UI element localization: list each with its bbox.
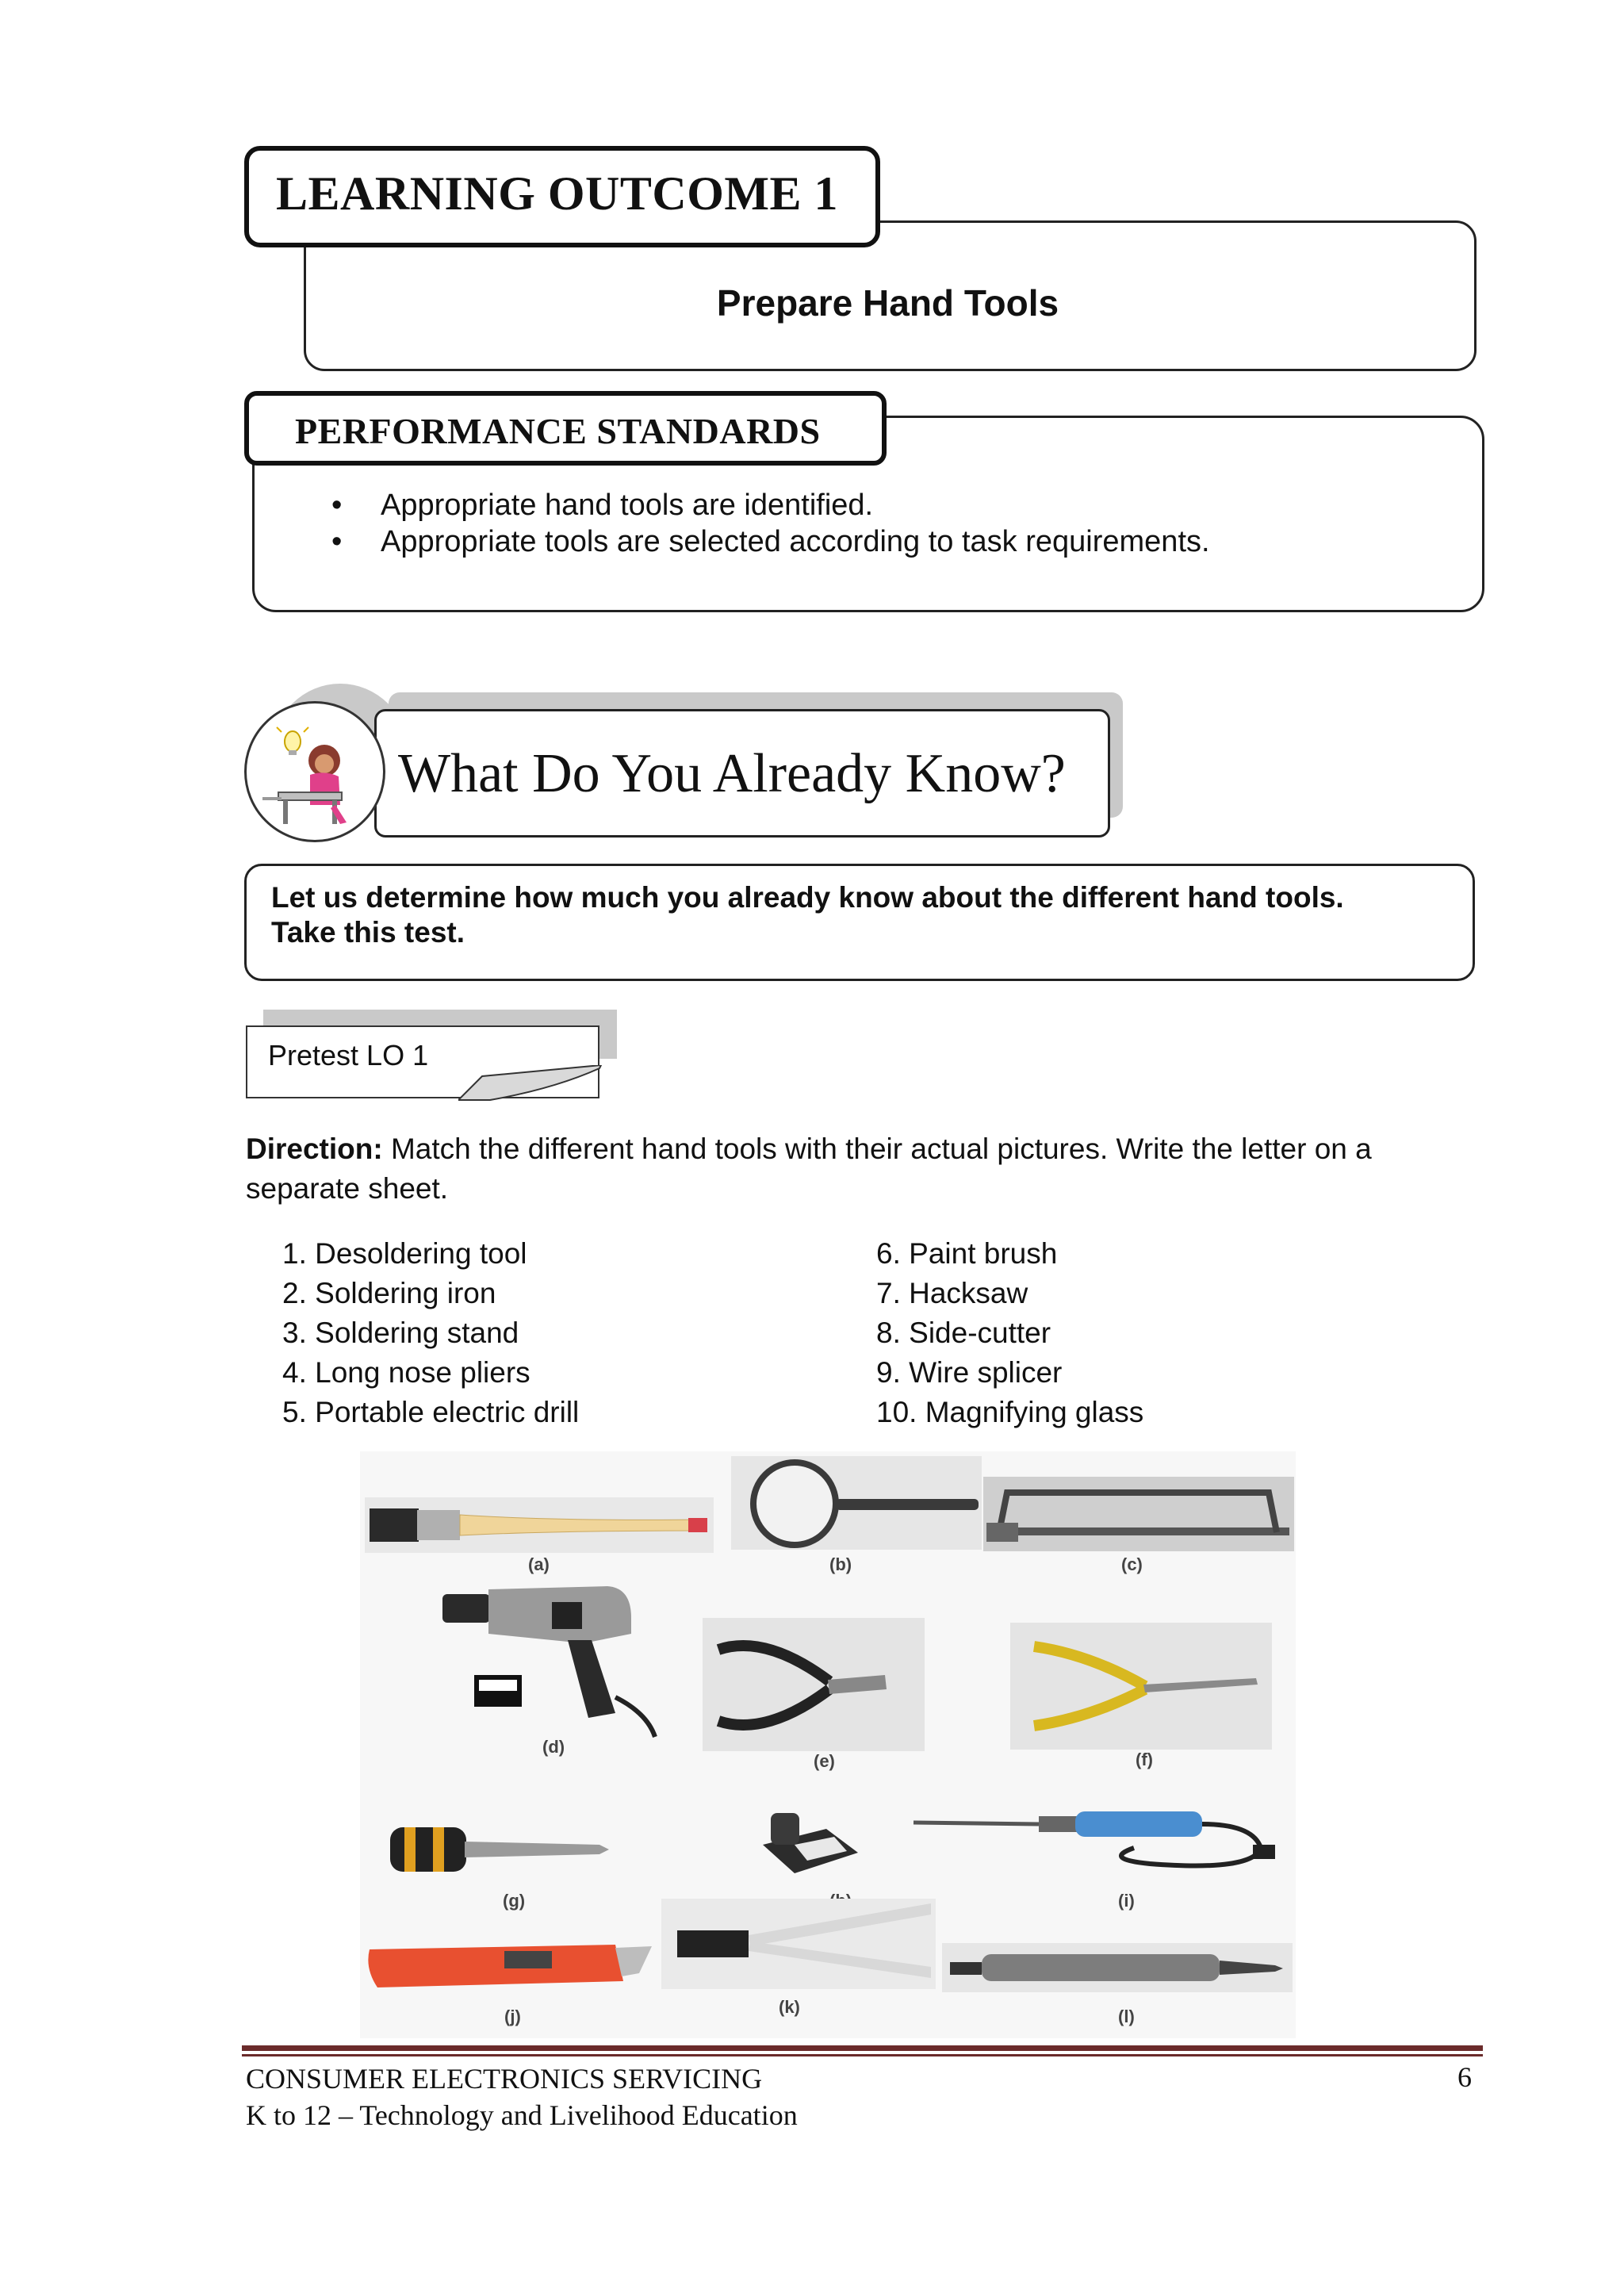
soldering-iron-picture <box>912 1800 1293 1888</box>
performance-standards-list <box>331 487 1210 560</box>
list-item: 7. Hacksaw <box>876 1277 1028 1309</box>
picture-label-k: (k) <box>779 1997 800 2017</box>
performance-standards-title: PERFORMANCE STANDARDS <box>295 411 821 451</box>
picture-label-i: (i) <box>1118 1891 1135 1911</box>
hacksaw-picture <box>983 1477 1294 1551</box>
learning-outcome-title: LEARNING OUTCOME 1 <box>276 167 839 220</box>
learning-outcome-subtitle: Prepare Hand Tools <box>716 282 1059 324</box>
list-item: 10. Magnifying glass <box>876 1396 1144 1428</box>
picture-label-a: (a) <box>528 1554 550 1574</box>
list-item: 4. Long nose pliers <box>282 1356 530 1389</box>
picture-label-j: (j) <box>504 2007 521 2026</box>
magnifying-glass-picture <box>731 1456 982 1550</box>
page-curl-icon <box>458 1065 603 1102</box>
picture-label-c: (c) <box>1121 1554 1143 1574</box>
intro-line-2: Take this test. <box>271 916 465 949</box>
footer-text <box>246 2060 798 2133</box>
soldering-stand-picture <box>755 1805 866 1876</box>
student-thinking-icon <box>244 701 385 842</box>
footer-course: CONSUMER ELECTRONICS SERVICING <box>246 2063 763 2095</box>
long-nose-pliers-picture <box>1010 1623 1272 1750</box>
intro-line-1: Let us determine how much you already know about the different hand tools. <box>271 881 1344 914</box>
direction-label: Direction: <box>246 1133 383 1165</box>
page-number: 6 <box>1457 2061 1472 2093</box>
picture-label-b: (b) <box>829 1554 852 1574</box>
picture-label-g: (g) <box>503 1891 526 1911</box>
performance-standard-item: • Appropriate tools are selected according to task requirements. <box>331 523 1210 560</box>
screwdriver-picture <box>385 1816 615 1883</box>
list-item: 8. Side-cutter <box>876 1317 1051 1349</box>
list-item: 1. Desoldering tool <box>282 1237 527 1270</box>
picture-label-e: (e) <box>814 1751 835 1771</box>
desoldering-tool-picture <box>942 1943 1293 1992</box>
list-item: 9. Wire splicer <box>876 1356 1063 1389</box>
cutter-knife-picture <box>362 1934 660 1995</box>
picture-label-f: (f) <box>1136 1750 1153 1769</box>
footer-rule-thick <box>242 2045 1483 2051</box>
electric-drill-picture <box>433 1578 679 1748</box>
wire-splicer-picture <box>661 1899 936 1989</box>
list-item: 2. Soldering iron <box>282 1277 496 1309</box>
list-item: 5. Portable electric drill <box>282 1396 580 1428</box>
direction-body: Match the different hand tools with their actual pictures. Write the letter on a separate sheet. <box>246 1133 1372 1205</box>
what-do-you-know-title: What Do You Already Know? <box>398 743 1066 804</box>
footer-program: K to 12 – Technology and Livelihood Education <box>246 2099 798 2131</box>
picture-label-l: (l) <box>1118 2007 1135 2026</box>
performance-standards-tab <box>244 391 887 466</box>
pretest-label: Pretest LO 1 <box>268 1039 429 1071</box>
list-item: 6. Paint brush <box>876 1237 1058 1270</box>
paint-brush-picture <box>365 1497 714 1553</box>
learning-outcome-tab <box>244 146 880 247</box>
side-cutter-picture <box>703 1618 925 1751</box>
tool-list-right <box>876 1234 1143 1432</box>
footer-rule-thin <box>242 2054 1483 2056</box>
performance-standard-item: • Appropriate hand tools are identified. <box>331 487 1210 523</box>
intro-text <box>271 880 1344 950</box>
tool-list-left <box>282 1234 579 1432</box>
list-item: 3. Soldering stand <box>282 1317 519 1349</box>
direction-text <box>246 1129 1483 1209</box>
picture-label-d: (d) <box>542 1737 565 1757</box>
